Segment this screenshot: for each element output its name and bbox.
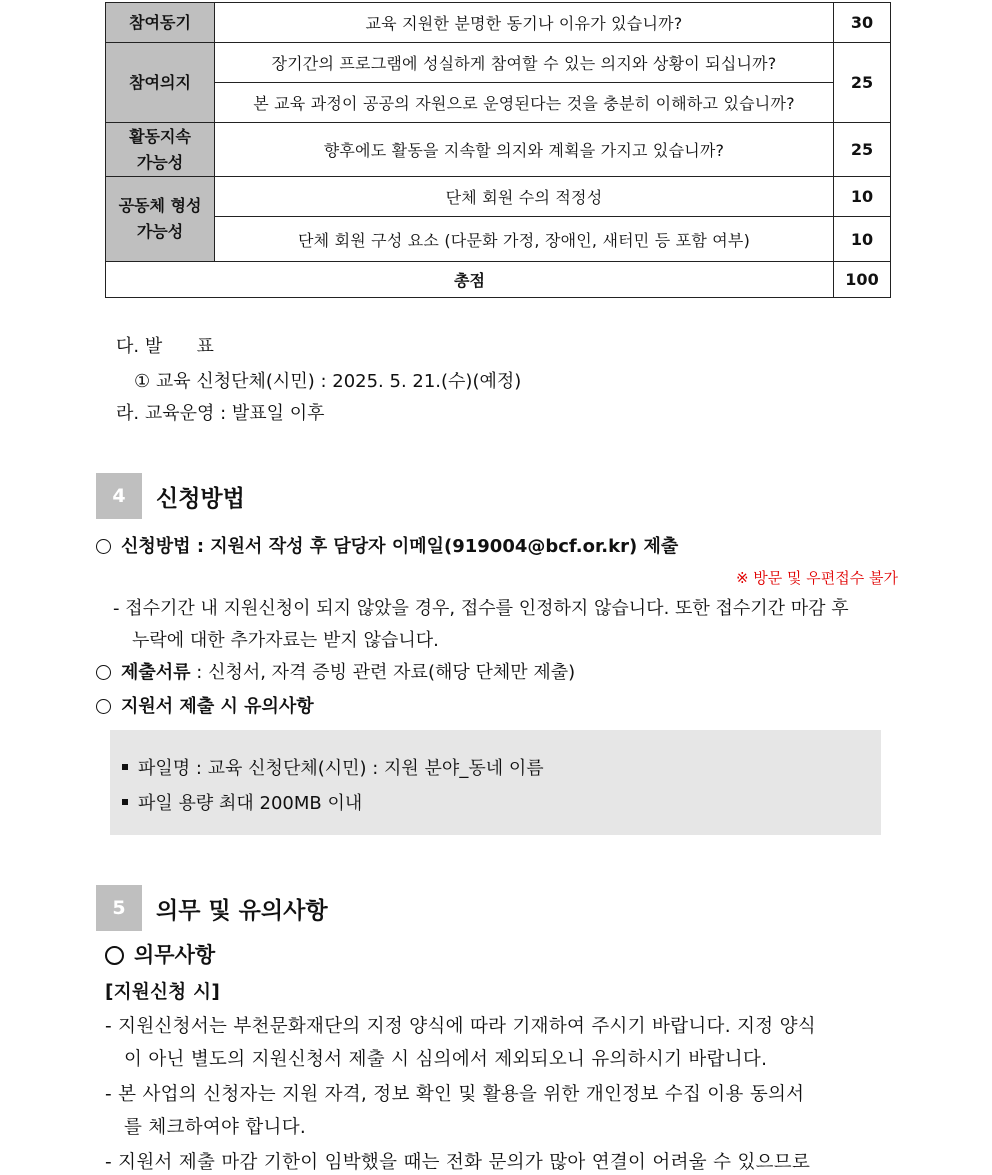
section-title: 신청방법 bbox=[156, 486, 245, 512]
category-line: 활동지속 bbox=[129, 126, 191, 146]
table-row bbox=[106, 177, 891, 217]
score-cell: 25 bbox=[834, 43, 891, 123]
paragraph-line: - 본 사업의 신청자는 지원 자격, 정보 확인 및 활용을 위한 개인정보 수집 이용 동의서 bbox=[105, 1084, 805, 1105]
duty-heading-text: 의무사항 bbox=[134, 943, 216, 967]
score-cell: 10 bbox=[834, 217, 891, 262]
square-bullet-icon bbox=[122, 764, 128, 770]
question-cell: 단체 회원 구성 요소 (다문화 가정, 장애인, 새터민 등 포함 여부) bbox=[215, 217, 834, 262]
docs-text: : 신청서, 자격 증빙 관련 자료(해당 단체만 제출) bbox=[190, 662, 576, 683]
question-cell: 장기간의 프로그램에 성실하게 참여할 수 있는 의지와 상황이 되십니까? bbox=[215, 43, 834, 83]
score-cell: 30 bbox=[834, 3, 891, 43]
square-bullet-icon bbox=[122, 799, 128, 805]
category-cell: 참여동기 bbox=[106, 3, 215, 43]
caution-line bbox=[96, 692, 314, 718]
paragraph-line: 이 아닌 별도의 지원신청서 제출 시 심의에서 제외되오니 유의하시기 바랍니다. bbox=[124, 1049, 768, 1070]
docs-label: 제출서류 bbox=[121, 662, 191, 683]
paragraph-line: 를 체크하여야 합니다. bbox=[124, 1117, 307, 1138]
duty-heading bbox=[105, 939, 215, 969]
method-text: 신청방법 : 지원서 작성 후 담당자 이메일(919004@bcf.or.kr) 제출 bbox=[121, 536, 679, 557]
category-cell bbox=[106, 123, 215, 177]
announce-heading: 다. 발 표 bbox=[116, 336, 214, 357]
section-number: 4 bbox=[96, 473, 142, 519]
notice-text: ※ 방문 및 우편접수 불가 bbox=[735, 569, 898, 587]
caution-box bbox=[110, 730, 881, 835]
circle-bullet-icon bbox=[96, 665, 111, 680]
score-cell: 25 bbox=[834, 123, 891, 177]
box-item bbox=[122, 789, 362, 815]
score-cell: 10 bbox=[834, 177, 891, 217]
bracket-heading: [지원신청 시] bbox=[105, 982, 221, 1003]
section-number: 5 bbox=[96, 885, 142, 931]
table-row bbox=[106, 3, 891, 43]
box-item bbox=[122, 754, 544, 780]
operation-text: 라. 교육운영 : 발표일 이후 bbox=[116, 403, 325, 424]
caution-text: 지원서 제출 시 유의사항 bbox=[121, 696, 314, 717]
docs-line bbox=[96, 658, 575, 684]
paragraph-line: - 지원서 제출 마감 기한이 임박했을 때는 전화 문의가 많아 연결이 어려울 수 있으므로 bbox=[105, 1152, 811, 1173]
circle-bullet-icon bbox=[105, 946, 124, 965]
box-item-text: 파일 용량 최대 200MB 이내 bbox=[138, 793, 363, 814]
circle-bullet-icon bbox=[96, 699, 111, 714]
total-score: 100 bbox=[834, 262, 891, 298]
table-row bbox=[106, 217, 891, 262]
circle-bullet-icon bbox=[96, 539, 111, 554]
category-line: 가능성 bbox=[136, 222, 184, 241]
note-text: - 접수기간 내 지원신청이 되지 않았을 경우, 접수를 인정하지 않습니다. 또한 접수기간 마감 후 bbox=[113, 598, 849, 619]
note-text: 누락에 대한 추가자료는 받지 않습니다. bbox=[132, 630, 439, 651]
question-cell: 향후에도 활동을 지속할 의지와 계획을 가지고 있습니까? bbox=[215, 123, 834, 177]
announce-item: ① 교육 신청단체(시민) : 2025. 5. 21.(수)(예정) bbox=[134, 371, 522, 392]
table-row bbox=[106, 83, 891, 123]
question-cell: 단체 회원 수의 적정성 bbox=[215, 177, 834, 217]
method-line bbox=[96, 532, 678, 558]
question-cell: 교육 지원한 분명한 동기나 이유가 있습니까? bbox=[215, 3, 834, 43]
category-line: 공동체 형성 bbox=[118, 196, 202, 215]
question-cell: 본 교육 과정이 공공의 자원으로 운영된다는 것을 충분히 이해하고 있습니까? bbox=[215, 83, 834, 123]
total-row bbox=[106, 262, 891, 298]
section-title: 의무 및 유의사항 bbox=[156, 898, 328, 924]
box-item-text: 파일명 : 교육 신청단체(시민) : 지원 분야_동네 이름 bbox=[138, 758, 544, 779]
total-label: 총점 bbox=[106, 262, 834, 298]
category-cell bbox=[106, 177, 215, 262]
evaluation-table bbox=[105, 2, 891, 298]
table-row bbox=[106, 43, 891, 83]
table-row bbox=[106, 123, 891, 177]
paragraph-line: - 지원신청서는 부천문화재단의 지정 양식에 따라 기재하여 주시기 바랍니다. 지정 양식 bbox=[105, 1016, 816, 1037]
category-line: 가능성 bbox=[136, 152, 184, 172]
category-cell: 참여의지 bbox=[106, 43, 215, 123]
